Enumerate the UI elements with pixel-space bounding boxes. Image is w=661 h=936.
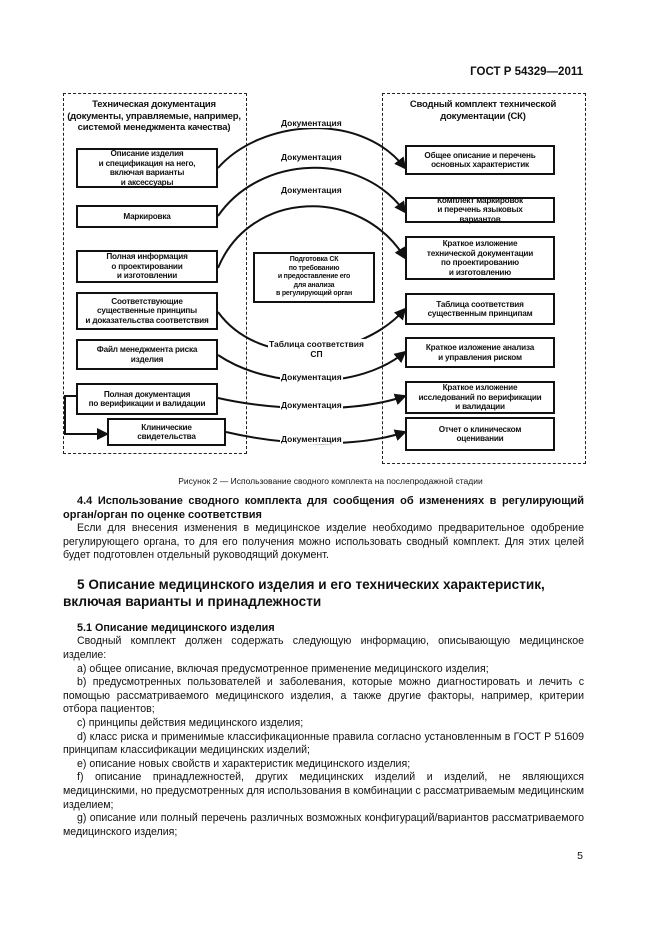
right-group-title: Сводный комплект технической документации (СК) [409,99,557,122]
left-box-verification: Полная документация по верификации и валидации [76,383,218,415]
left-box-risk-file: Файл менеджмента риска изделия [76,339,218,370]
page-number: 5 [577,850,583,862]
right-box-ep-table: Таблица соответствия существенным принципам [405,293,555,325]
list-item-b: b) предусмотренных пользователей и заболевания, которые можно диагностировать и лечить с помощью рассматриваемого медицинского изделия, а также другие факторы, например, критерии отбора пациентов; [63,676,584,716]
list-item-a: а) общее описание, включая предусмотренное применение медицинского изделия; [77,662,489,675]
right-box-risk-summary: Краткое изложение анализа и управления риском [405,337,555,368]
arrow-label-5: Документация [281,372,342,382]
arrow-label-6: Документация [281,400,342,410]
standard-header: ГОСТ Р 54329—2011 [470,66,583,78]
section-5-1-heading: 5.1 Описание медицинского изделия [77,621,275,634]
section-5-heading: 5 Описание медицинского изделия и его технических характеристик, включая варианты и принадлежности [63,576,545,609]
arrow-label-4: Таблица соответствия СП [269,339,364,359]
list-item-e: e) описание новых свойств и характеристик медицинского изделия; [77,757,411,770]
section-5-1-intro: Сводный комплект должен содержать следующую информацию, описывающую медицинское изделие: [63,635,584,661]
arrow-label-2: Документация [281,152,342,162]
right-box-design-summary: Краткое изложение технической документации по проектированию и изготовлению [405,236,555,280]
list-item-c: c) принципы действия медицинского изделия; [77,716,304,729]
list-item-f: f) описание принадлежностей, других медицинских изделий и изделий, не являющихся медицинскими, но предусмотренных для использования в комбинации с рассматриваемым медицинским изделием; [63,771,585,811]
section-4-4-heading: 4.4 Использование сводного комплекта для сообщения об изменениях в регулирующий орган/орган по оценке соответствия [63,495,584,521]
right-box-labeling: Комплект маркировок и перечень языковых вариантов [405,197,555,223]
center-box-preparation: Подготовка СК по требованию и предоставление его для анализа в регулирующий орган [253,252,375,303]
left-box-essential-principles: Соответствующие существенные принципы и доказательства соответствия [76,292,218,330]
right-box-clinical-report: Отчет о клиническом оценивании [405,417,555,451]
arrow-1 [218,128,405,168]
left-group-title: Техническая документация (документы, управляемые, например, системой менеджмента качества) [67,99,241,133]
arrow-label-1: Документация [281,118,342,128]
section-4-4-text: Если для внесения изменения в медицинское изделие необходимо предварительное одобрение регулирующего органа, то для его получения можно использовать сводный комплект. Для этих целей будет подготовлен отдельный руководящий документ. [63,522,584,562]
body-text [63,494,584,839]
right-box-verification-summary: Краткое изложение исследований по верификации и валидации [405,381,555,414]
list-item-g: g) описание или полный перечень различных возможных конфигураций/вариантов рассматриваемого медицинского изделия; [63,812,584,838]
left-box-labeling: Маркировка [76,205,218,228]
list-item-d: d) класс риска и применимые классификационные правила согласно установленным в ГОСТ Р 51609 принципам классификации медицинских изделий; [63,730,584,757]
left-box-design-info: Полная информация о проектировании и изготовлении [76,250,218,283]
arrow-label-3: Документация [281,185,342,195]
arrow-label-7: Документация [281,434,342,444]
figure-caption: Рисунок 2 — Использование сводного комплекта на послепродажной стадии [178,476,483,486]
left-box-clinical: Клинические свидетельства [107,418,226,446]
right-box-general: Общее описание и перечень основных характеристик [405,145,555,175]
left-box-description: Описание изделия и спецификация на него, включая варианты и аксессуары [76,148,218,188]
